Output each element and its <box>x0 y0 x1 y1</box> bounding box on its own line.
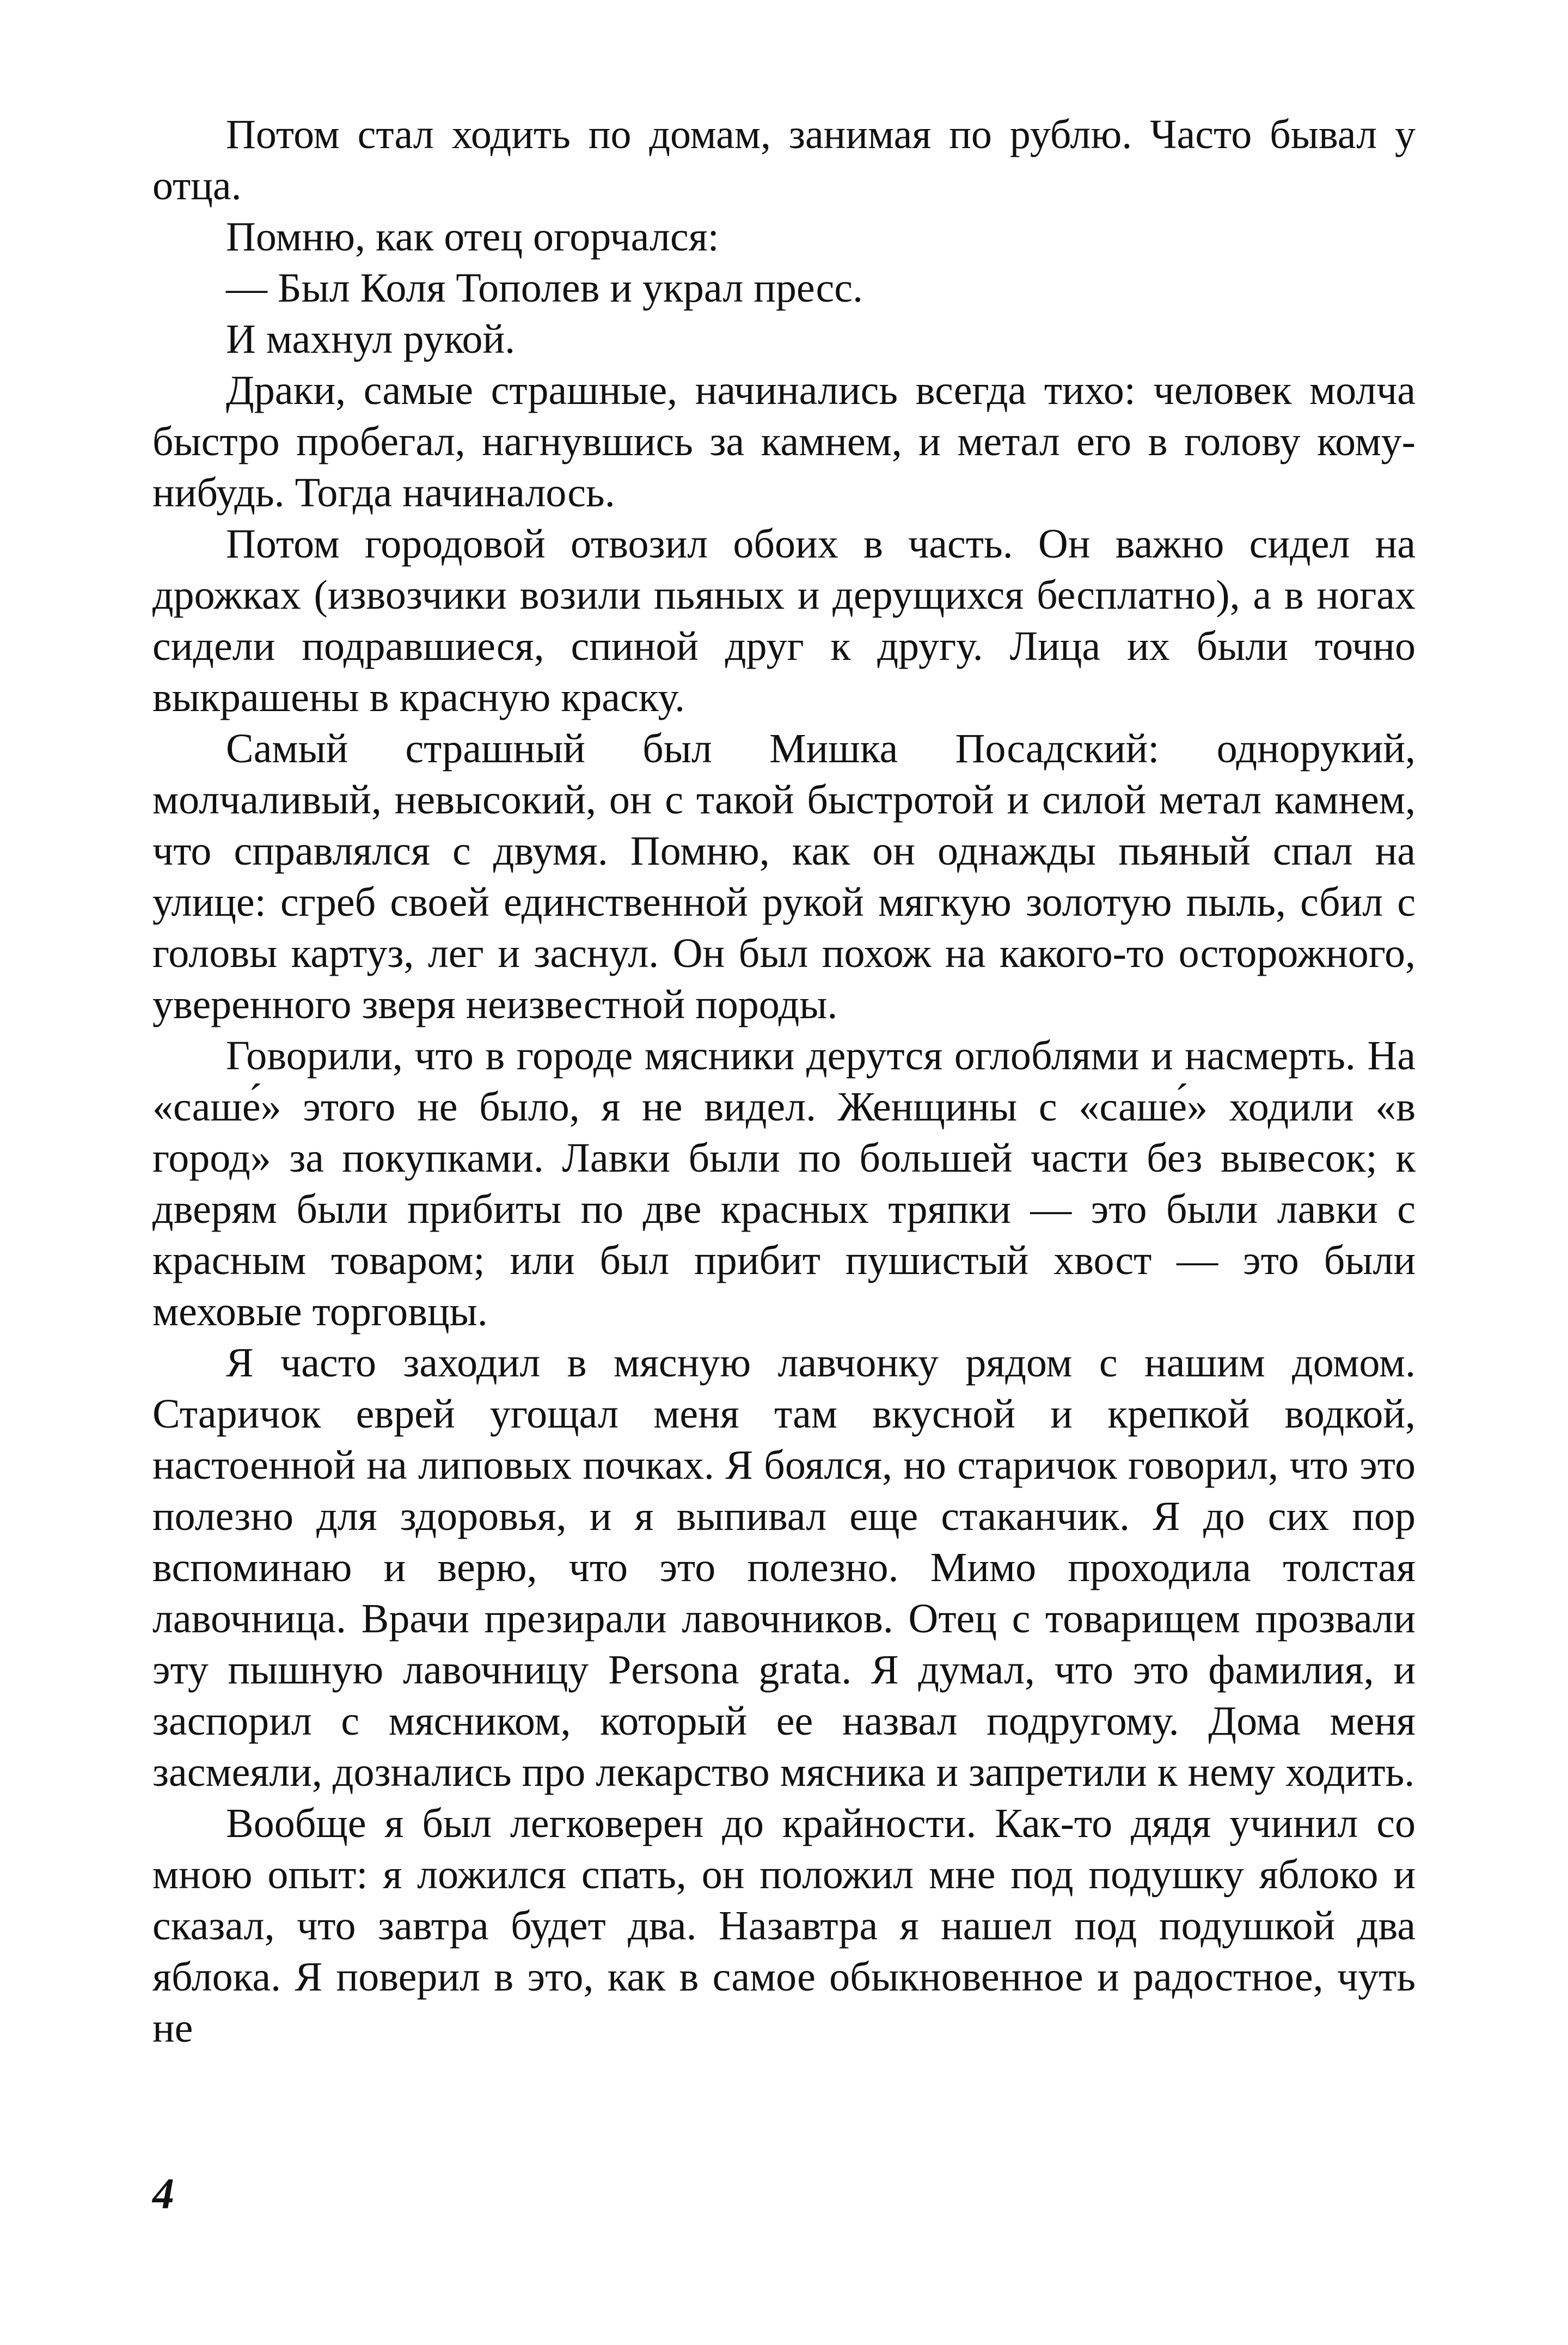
paragraph-3: — Был Коля Тополев и украл пресс. <box>226 265 863 311</box>
book-page <box>152 109 1416 2232</box>
paragraph-6: Потом городовой отвозил обоих в часть. Он важно сидел на дрожках (извозчики возили пьяных и дерущихся бесплатно), а в ногах сидели подравшиеся, спиной друг к другу. Лица их были точно выкрашены в красную краску. <box>152 521 1416 720</box>
paragraph-5: Драки, самые страшные, начинались всегда тихо: человек молча быстро пробегал, нагнувшись за камнем, и метал его в голову кому-нибудь. Тогда начиналось. <box>152 368 1416 516</box>
page-number: 4 <box>152 2170 174 2218</box>
paragraph-2: Помню, как отец огорчался: <box>226 214 719 260</box>
paragraph-10: Вообще я был легковерен до крайности. Как-то дядя учинил со мною опыт: я ложился спать, он положил мне под подушку яблоко и сказал, что завтра будет два. Назавтра я нашел под подушкой два яблока. Я поверил в это, как в самое обыкновенное и радостное, чуть не <box>152 1801 1416 2051</box>
paragraph-4: И махнул рукой. <box>226 316 516 362</box>
paragraph-7: Самый страшный был Мишка Посадский: однорукий, молчаливый, невысокий, он с такой быстротой и силой метал камнем, что справлялся с двумя. Помню, как он однажды пьяный спал на улице: сгреб своей единственной рукой мягкую золотую пыль, сбил с головы картуз, лег и заснул. Он был похож на какого-то осторожного, уверенного зверя неизвестной породы. <box>152 726 1416 1027</box>
paragraph-9: Я часто заходил в мясную лавчонку рядом с нашим домом. Старичок еврей угощал меня там вкусной и крепкой водкой, настоенной на липовых почках. Я боялся, но старичок говорил, что это полезно для здоровья, и я выпивал еще стаканчик. Я до сих пор вспоминаю и верю, что это полезно. Мимо проходила толстая лавочница. Врачи презирали лавочников. Отец с товарищем прозвали эту пышную лавочницу Persona grata. Я думал, что это фамилия, и заспорил с мясником, который ее назвал подругому. Дома меня засмеяли, дознались про лекарство мясника и запретили к нему ходить. <box>152 1340 1416 1795</box>
paragraph-8: Говорили, что в городе мясники дерутся оглоблями и насмерть. На «саше́» этого не было, я не видел. Женщины с «саше́» ходили «в город» за покупками. Лавки были по большей части без вывесок; к дверям были прибиты по две красных тряпки — это были лавки с красным товаром; или был прибит пушистый хвост — это были меховые торговцы. <box>152 1033 1416 1334</box>
paragraph-1: Потом стал ходить по домам, занимая по рублю. Часто бывал у отца. <box>152 112 1416 209</box>
